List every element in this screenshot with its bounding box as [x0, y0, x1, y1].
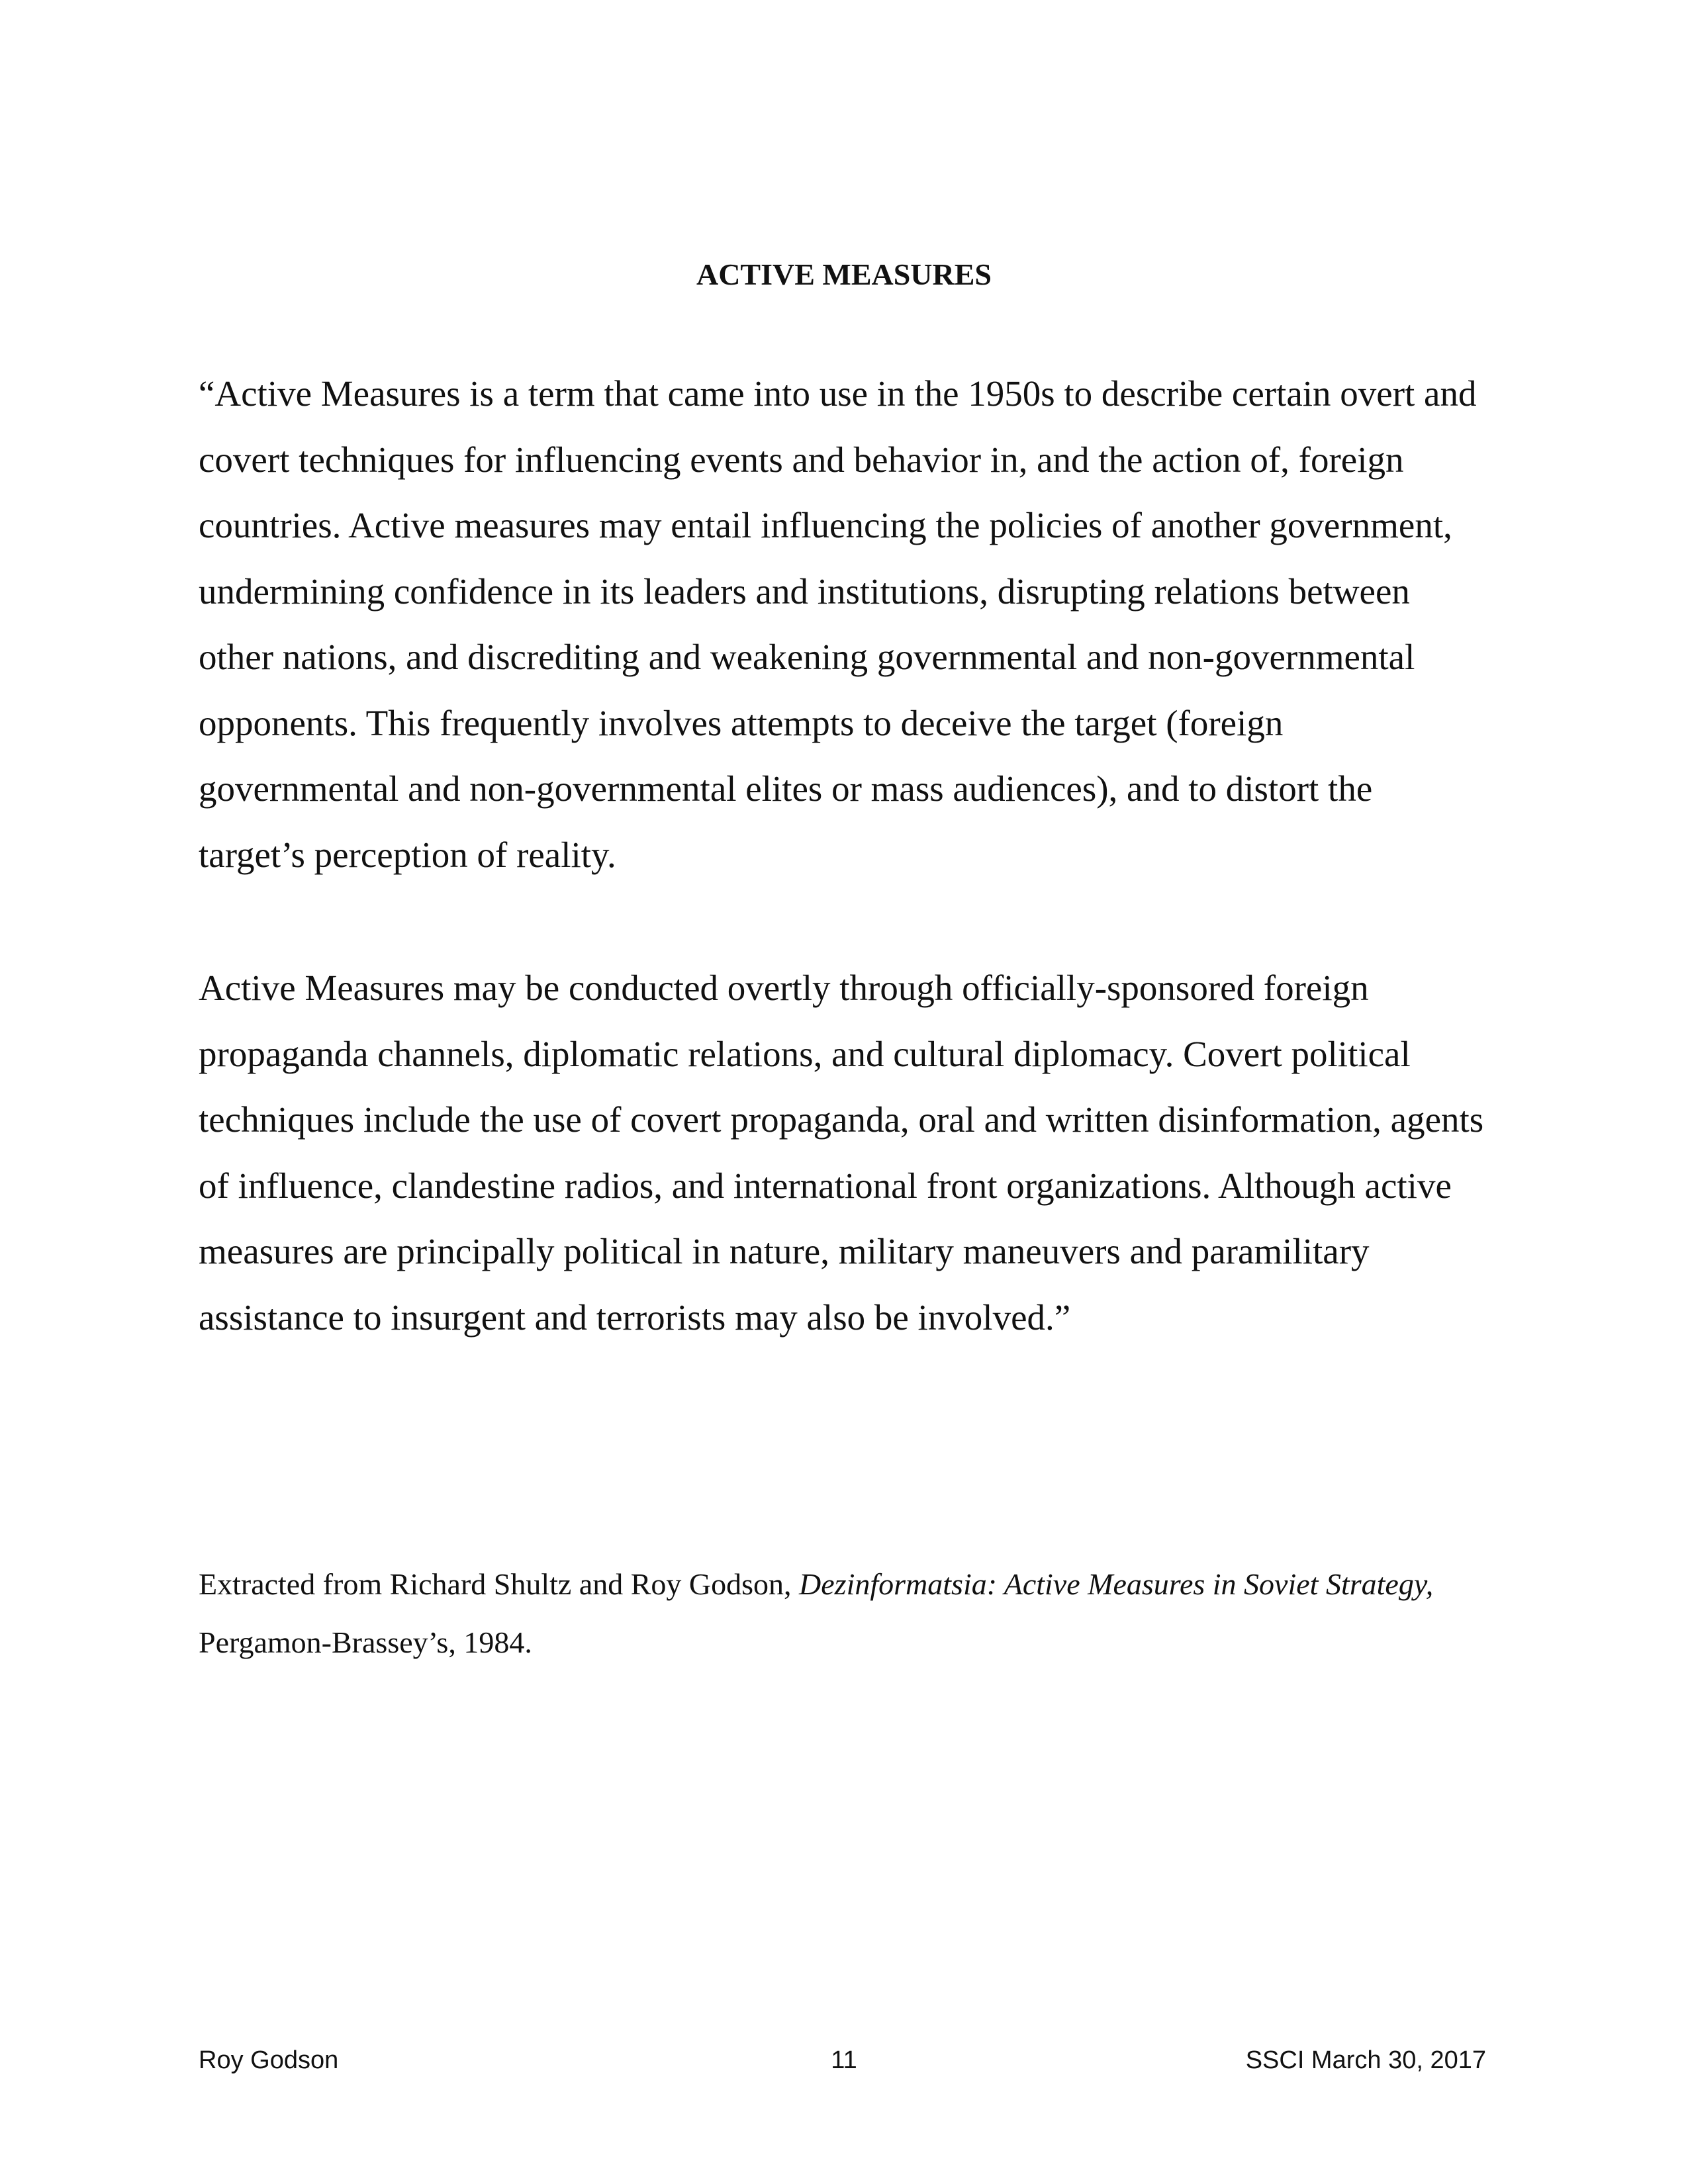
citation-prefix: Extracted from Richard Shultz and Roy Godson,: [199, 1567, 800, 1601]
citation: [199, 1555, 1486, 1672]
footer-page-number: 11: [831, 2046, 857, 2074]
citation-book-title: Dezinformatsia: Active Measures in Soviet Strategy,: [799, 1567, 1434, 1601]
footer-author: Roy Godson: [199, 2046, 339, 2074]
body-paragraph-1: “Active Measures is a term that came into use in the 1950s to describe certain overt and covert techniques for influencing events and behavior in, and the action of, foreign countries. Active measures may entail influencing the policies of another government, undermining confidence in its leaders and institutions, disrupting relations between other nations, and discrediting and weakening governmental and non-governmental opponents. This frequently involves attempts to deceive the target (foreign governmental and non-governmental elites or mass audiences), and to distort the target’s perception of reality.: [199, 373, 1477, 875]
body-paragraph-2: Active Measures may be conducted overtly through officially-sponsored foreign propaganda channels, diplomatic relations, and cultural diplomacy. Covert political techniques include the use of covert propaganda, oral and written disinformation, agents of influence, clandestine radios, and international front organizations. Although active measures are principally political in nature, military maneuvers and paramilitary assistance to insurgent and terrorists may also be involved.”: [199, 968, 1484, 1338]
footer-event-date: SSCI March 30, 2017: [1245, 2046, 1486, 2074]
page-title: ACTIVE MEASURES: [696, 257, 992, 291]
citation-suffix: Pergamon-Brassey’s, 1984.: [199, 1625, 532, 1659]
